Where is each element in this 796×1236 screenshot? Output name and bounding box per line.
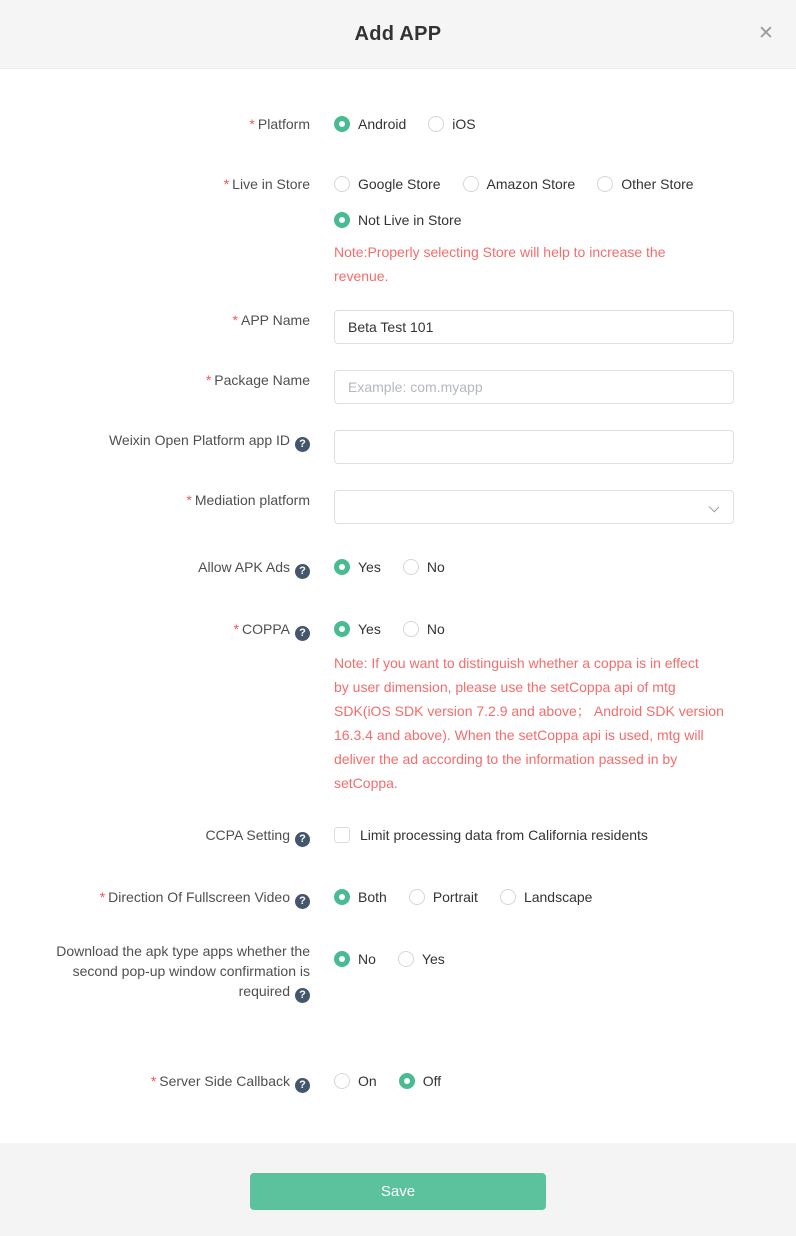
- radio-unselected-icon: [403, 559, 419, 575]
- radio-platform-ios[interactable]: iOS: [428, 114, 475, 134]
- download-confirm-label: Download the apk type apps whether the second pop-up window confirmation is required ?: [56, 943, 310, 1001]
- package-name-input[interactable]: [334, 370, 734, 404]
- app-name-label: * APP Name: [232, 312, 310, 328]
- required-asterisk: *: [233, 621, 240, 637]
- platform-label: * Platform: [249, 116, 310, 132]
- help-icon[interactable]: ?: [295, 988, 310, 1003]
- radio-selected-icon: [399, 1073, 415, 1089]
- radio-unselected-icon: [409, 889, 425, 905]
- weixin-app-id-input[interactable]: [334, 430, 734, 464]
- radio-selected-icon: [334, 116, 350, 132]
- row-live-in-store: [0, 174, 796, 288]
- live-in-store-radio-group: [334, 174, 796, 194]
- row-app-name: [0, 310, 796, 344]
- required-asterisk: *: [232, 312, 238, 328]
- radio-unselected-icon: [463, 176, 479, 192]
- help-icon[interactable]: ?: [295, 894, 310, 909]
- required-asterisk: *: [99, 889, 106, 905]
- row-coppa: [0, 619, 796, 795]
- required-asterisk: *: [223, 176, 230, 192]
- radio-google-store[interactable]: Google Store: [334, 174, 441, 194]
- radio-selected-icon: [334, 951, 350, 967]
- server-side-callback-label: * Server Side Callback ?: [0, 1071, 310, 1093]
- radio-selected-icon: [334, 889, 350, 905]
- radio-selected-icon: [334, 212, 350, 228]
- radio-download-confirm-no[interactable]: No: [334, 949, 376, 969]
- help-icon[interactable]: ?: [295, 437, 310, 452]
- download-confirm-radio-group: [334, 949, 796, 969]
- store-note: Note:Properly selecting Store will help to increase the revenue.: [334, 244, 666, 284]
- radio-unselected-icon: [403, 621, 419, 637]
- required-asterisk: *: [150, 1073, 157, 1089]
- help-icon[interactable]: ?: [295, 1078, 310, 1093]
- row-package-name: [0, 370, 796, 404]
- coppa-label: * COPPA ?: [0, 619, 310, 641]
- radio-selected-icon: [334, 621, 350, 637]
- platform-radio-group: [334, 114, 796, 134]
- radio-download-confirm-yes[interactable]: Yes: [398, 949, 445, 969]
- radio-server-callback-off[interactable]: Off: [399, 1071, 441, 1091]
- mediation-platform-label: * Mediation platform: [186, 492, 310, 508]
- allow-apk-ads-label: Allow APK Ads ?: [0, 557, 310, 579]
- page-title: Add APP: [354, 22, 442, 45]
- row-direction-fullscreen-video: [0, 887, 796, 909]
- radio-unselected-icon: [428, 116, 444, 132]
- save-button[interactable]: Save: [250, 1173, 546, 1210]
- radio-platform-android[interactable]: Android: [334, 114, 406, 134]
- direction-fullscreen-video-label: * Direction Of Fullscreen Video ?: [0, 887, 310, 909]
- row-platform: [0, 114, 796, 134]
- modal-footer: [0, 1143, 796, 1236]
- row-mediation-platform: [0, 490, 796, 524]
- radio-coppa-yes[interactable]: Yes: [334, 619, 381, 639]
- radio-amazon-store[interactable]: Amazon Store: [463, 174, 576, 194]
- direction-radio-group: [334, 887, 796, 907]
- radio-unselected-icon: [597, 176, 613, 192]
- allow-apk-ads-radio-group: [334, 557, 796, 577]
- modal-header: [0, 0, 796, 69]
- weixin-app-id-label: Weixin Open Platform app ID ?: [0, 430, 310, 452]
- required-asterisk: *: [186, 492, 192, 508]
- help-icon[interactable]: ?: [295, 626, 310, 641]
- row-allow-apk-ads: [0, 557, 796, 579]
- ccpa-checkbox-option[interactable]: Limit processing data from California residents: [334, 825, 648, 845]
- coppa-radio-group: [334, 619, 796, 639]
- help-icon[interactable]: ?: [295, 564, 310, 579]
- radio-direction-portrait[interactable]: Portrait: [409, 887, 478, 907]
- mediation-platform-select[interactable]: [334, 490, 734, 524]
- radio-not-live-in-store[interactable]: Not Live in Store: [334, 210, 462, 230]
- radio-server-callback-on[interactable]: On: [334, 1071, 377, 1091]
- ccpa-setting-label: CCPA Setting ?: [0, 825, 310, 847]
- required-asterisk: *: [205, 372, 212, 388]
- row-server-side-callback: [0, 1071, 796, 1093]
- radio-direction-both[interactable]: Both: [334, 887, 387, 907]
- radio-unselected-icon: [334, 176, 350, 192]
- required-asterisk: *: [249, 116, 255, 132]
- radio-apk-ads-yes[interactable]: Yes: [334, 557, 381, 577]
- chevron-down-icon: [709, 502, 720, 513]
- form-content: [0, 69, 796, 1093]
- radio-unselected-icon: [500, 889, 516, 905]
- close-icon[interactable]: ✕: [758, 23, 774, 44]
- app-name-input[interactable]: [334, 310, 734, 344]
- radio-unselected-icon: [398, 951, 414, 967]
- live-in-store-radio-group-line2: [334, 210, 796, 230]
- live-in-store-label: * Live in Store: [223, 176, 310, 192]
- radio-other-store[interactable]: Other Store: [597, 174, 693, 194]
- radio-apk-ads-no[interactable]: No: [403, 557, 445, 577]
- package-name-label: * Package Name: [205, 372, 310, 388]
- checkbox-unchecked-icon: [334, 827, 350, 843]
- radio-selected-icon: [334, 559, 350, 575]
- server-callback-radio-group: [334, 1071, 796, 1091]
- radio-unselected-icon: [334, 1073, 350, 1089]
- radio-coppa-no[interactable]: No: [403, 619, 445, 639]
- radio-direction-landscape[interactable]: Landscape: [500, 887, 593, 907]
- row-ccpa-setting: [0, 825, 796, 847]
- row-weixin-app-id: [0, 430, 796, 464]
- help-icon[interactable]: ?: [295, 832, 310, 847]
- row-download-confirm: [0, 941, 796, 1003]
- coppa-note: Note: If you want to distinguish whether a coppa is in effect by user dimension, please use the setCoppa api of mtg SDK(iOS SDK version 7.2.9 and above； Android SDK version 16.3.4 and above). When the setCoppa api is used, mtg will deliver the ad according to the information passed in by setCoppa.: [334, 655, 724, 791]
